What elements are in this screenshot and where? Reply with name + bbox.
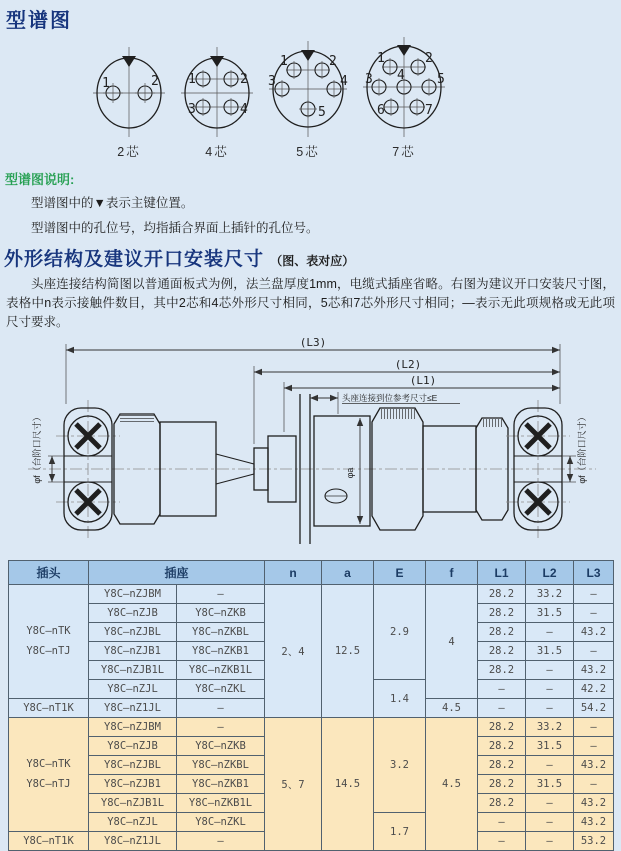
cell-L3: 43.2 (574, 623, 614, 642)
pinout-label: 7芯 (392, 145, 416, 159)
cell-a: 12.5 (322, 585, 374, 718)
cell-socket1: Y8C—nZJB1 (89, 642, 177, 661)
pinout-label: 4芯 (205, 145, 229, 159)
cell-L2: 31.5 (526, 737, 574, 756)
dimension-L3 (66, 336, 560, 404)
svg-text:6: 6 (377, 103, 385, 118)
col-header-L3: L3 (574, 561, 614, 585)
svg-text:2: 2 (151, 74, 159, 89)
cell-L3: — (574, 604, 614, 623)
pinout-5pin (266, 37, 350, 160)
cell-L3: 43.2 (574, 756, 614, 775)
cell-L2: — (526, 832, 574, 851)
pinout-4pin (178, 43, 256, 160)
cell-socket2: — (177, 718, 265, 737)
cell-L3: 43.2 (574, 794, 614, 813)
cell-L2: 31.5 (526, 604, 574, 623)
svg-text:1: 1 (102, 76, 110, 91)
cell-L1: 28.2 (478, 661, 526, 680)
cell-L1: 28.2 (478, 604, 526, 623)
cell-L2: — (526, 661, 574, 680)
svg-text:5: 5 (437, 72, 445, 87)
svg-text:7: 7 (425, 103, 433, 118)
cell-socket1: Y8C—nZJBM (89, 585, 177, 604)
cell-L2: — (526, 813, 574, 832)
outline-section-title: 外形结构及建议开口安装尺寸 (4, 249, 265, 270)
key-marker-icon (301, 50, 315, 61)
dimension-phi-f-right (562, 413, 587, 484)
cell-L3: — (574, 718, 614, 737)
cell-socket2: Y8C—nZKL (177, 813, 265, 832)
cell-socket2: Y8C—nZKB (177, 737, 265, 756)
cell-socket1: Y8C—nZJL (89, 680, 177, 699)
table-row (9, 585, 614, 604)
svg-text:1: 1 (280, 54, 288, 69)
cell-socket1: Y8C—nZJB (89, 737, 177, 756)
col-header-E: E (374, 561, 426, 585)
cell-L3: — (574, 737, 614, 756)
cell-L2: 31.5 (526, 642, 574, 661)
svg-text:4: 4 (340, 74, 348, 89)
pinout-label: 2芯 (117, 145, 141, 159)
cell-L2: — (526, 623, 574, 642)
col-header-plug: 插头 (9, 561, 89, 585)
outline-section-paragraph: 头座连接结构简图以普通面板式为例，法兰盘厚度1mm，电缆式插座省略。右图为建议开口安装尺寸图，表格中n表示接触件数目，其中2芯和4芯外形尺寸相同，5芯和7芯外形尺寸相同；—表示无此项规格或无此项尺寸要求。 (6, 277, 615, 329)
cell-L2: — (526, 794, 574, 813)
dimension-phi-f-left (31, 413, 64, 484)
cell-socket2: Y8C—nZKB1L (177, 794, 265, 813)
cell-E: 2.9 (374, 585, 426, 680)
cell-L1: 28.2 (478, 756, 526, 775)
cell-socket1: Y8C—nZ1JL (89, 699, 177, 718)
svg-text:3: 3 (188, 102, 196, 117)
svg-text:φf（台阶口尺寸）: φf（台阶口尺寸） (32, 412, 42, 484)
svg-text:3: 3 (365, 72, 373, 87)
dimension-L1 (284, 374, 560, 432)
svg-text:3: 3 (268, 74, 276, 89)
table-row (9, 718, 614, 737)
cell-socket1: Y8C—nZJB1 (89, 775, 177, 794)
pinout-note-1: 型谱图中的▼表示主键位置。 (31, 196, 194, 210)
pinout-note-2: 型谱图中的孔位号，均指插合界面上插针的孔位号。 (31, 221, 319, 235)
cell-E: 3.2 (374, 718, 426, 813)
cell-socket1: Y8C—nZJL (89, 813, 177, 832)
pin-contact (299, 100, 317, 118)
svg-text:1: 1 (377, 51, 385, 66)
svg-text:2: 2 (425, 51, 433, 66)
cell-plug: Y8C—nTK Y8C—nTJ (9, 585, 89, 699)
cell-L1: — (478, 699, 526, 718)
cell-socket2: Y8C—nZKB1 (177, 775, 265, 794)
svg-text:1: 1 (188, 72, 196, 87)
table-header-row (9, 561, 614, 585)
svg-text:头座连接到位参考尺寸≤E: 头座连接到位参考尺寸≤E (342, 393, 438, 404)
svg-text:(L1): (L1) (409, 374, 437, 388)
cell-L3: 43.2 (574, 813, 614, 832)
cell-f: 4 (426, 585, 478, 699)
cell-socket2: Y8C—nZKL (177, 680, 265, 699)
table-section-2-4-core (9, 585, 614, 718)
cell-socket2: — (177, 699, 265, 718)
cell-L1: 28.2 (478, 737, 526, 756)
cell-socket1: Y8C—nZJBM (89, 718, 177, 737)
cell-socket2: Y8C—nZKB (177, 604, 265, 623)
dimension-phi-a (345, 418, 360, 524)
dimension-table (8, 560, 614, 851)
key-marker-icon (210, 56, 224, 67)
cell-L2: — (526, 680, 574, 699)
cell-L2: 33.2 (526, 585, 574, 604)
pinout-diagrams (90, 33, 621, 160)
pinout-label: 5芯 (296, 145, 320, 159)
cell-socket1: Y8C—nZJBL (89, 756, 177, 775)
cell-L2: — (526, 699, 574, 718)
cell-L1: 28.2 (478, 794, 526, 813)
cell-socket2: — (177, 585, 265, 604)
cell-L1: 28.2 (478, 585, 526, 604)
svg-text:(L3): (L3) (299, 336, 327, 350)
cell-E: 1.4 (374, 680, 426, 718)
pinout-7pin-drawing (360, 33, 448, 139)
cell-L3: — (574, 585, 614, 604)
svg-text:φa: φa (345, 467, 355, 479)
svg-text:4: 4 (397, 68, 405, 83)
cell-n: 5、7 (265, 718, 322, 851)
svg-text:2: 2 (329, 54, 337, 69)
cell-socket2: Y8C—nZKBL (177, 623, 265, 642)
pinout-2pin (90, 43, 168, 160)
cell-plug: Y8C—nT1K (9, 699, 89, 718)
cell-socket2: — (177, 832, 265, 851)
cell-socket1: Y8C—nZJB1L (89, 794, 177, 813)
cell-L1: 28.2 (478, 623, 526, 642)
pinout-2pin-drawing (90, 43, 168, 139)
cell-L3: 42.2 (574, 680, 614, 699)
svg-text:φf（台阶口尺寸）: φf（台阶口尺寸） (577, 412, 587, 484)
col-header-socket: 插座 (89, 561, 265, 585)
pinout-5pin-drawing (266, 37, 350, 139)
svg-text:2: 2 (240, 72, 248, 87)
outline-section-heading (4, 244, 621, 271)
col-header-a: a (322, 561, 374, 585)
cell-f: 4.5 (426, 699, 478, 718)
connector-outline-drawing (8, 336, 613, 548)
cell-socket2: Y8C—nZKB1L (177, 661, 265, 680)
pinout-7pin (360, 33, 448, 160)
pinout-notes-heading: 型谱图说明: (5, 172, 75, 187)
col-header-f: f (426, 561, 478, 585)
cell-L1: — (478, 680, 526, 699)
cell-n: 2、4 (265, 585, 322, 718)
table-section-5-7-core (9, 718, 614, 851)
cell-a: 14.5 (322, 718, 374, 851)
col-header-n: n (265, 561, 322, 585)
cell-socket1: Y8C—nZ1JL (89, 832, 177, 851)
cell-L3: 53.2 (574, 832, 614, 851)
cell-L1: — (478, 832, 526, 851)
key-marker-icon (397, 45, 411, 56)
cell-plug: Y8C—nTK Y8C—nTJ (9, 718, 89, 832)
cell-L3: — (574, 642, 614, 661)
cell-L3: — (574, 775, 614, 794)
cell-plug: Y8C—nT1K (9, 832, 89, 851)
cell-socket1: Y8C—nZJB1L (89, 661, 177, 680)
col-header-L1: L1 (478, 561, 526, 585)
key-marker-icon (122, 56, 136, 67)
page-title: 型谱图 (6, 10, 72, 32)
svg-text:5: 5 (318, 105, 326, 120)
cell-socket2: Y8C—nZKB1 (177, 642, 265, 661)
cell-L2: 33.2 (526, 718, 574, 737)
cell-socket1: Y8C—nZJBL (89, 623, 177, 642)
cell-L2: 31.5 (526, 775, 574, 794)
cell-L1: 28.2 (478, 642, 526, 661)
cell-L1: 28.2 (478, 718, 526, 737)
pinout-4pin-drawing (178, 43, 256, 139)
cell-L2: — (526, 756, 574, 775)
outline-drawing (8, 336, 613, 553)
cell-L1: 28.2 (478, 775, 526, 794)
cell-f: 4.5 (426, 718, 478, 851)
svg-text:4: 4 (240, 102, 248, 117)
svg-text:(L2): (L2) (394, 358, 422, 372)
cell-socket1: Y8C—nZJB (89, 604, 177, 623)
col-header-L2: L2 (526, 561, 574, 585)
cell-L3: 54.2 (574, 699, 614, 718)
outline-section-subtitle: （图、表对应） (270, 254, 355, 268)
cell-socket2: Y8C—nZKBL (177, 756, 265, 775)
cell-E: 1.7 (374, 813, 426, 851)
cell-L1: — (478, 813, 526, 832)
cell-L3: 43.2 (574, 661, 614, 680)
